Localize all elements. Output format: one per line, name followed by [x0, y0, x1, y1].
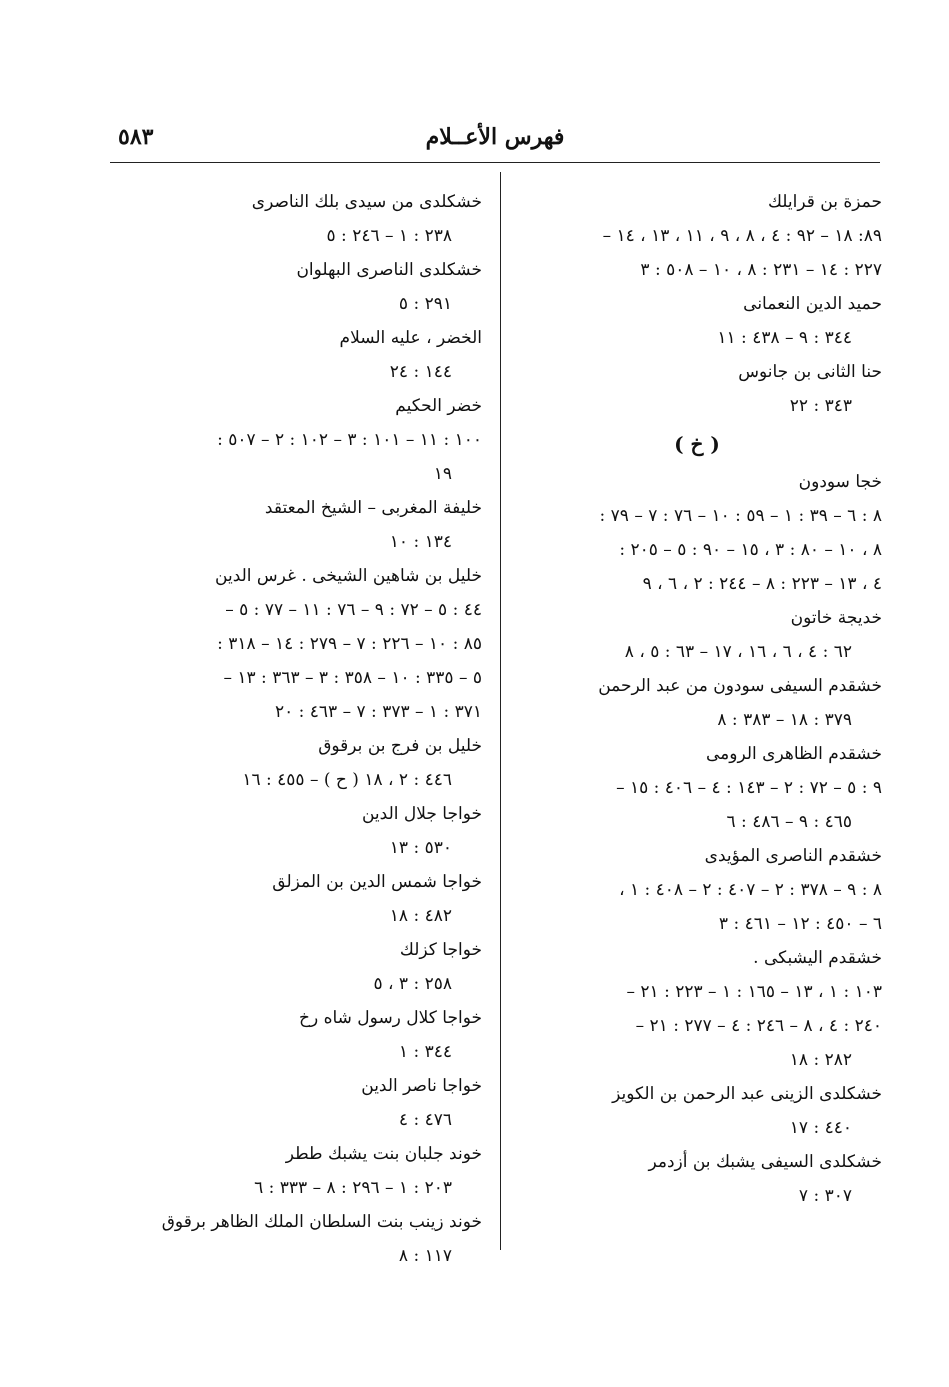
entry-page-refs: ٢٥٨ : ٣ ، ٥ — [373, 974, 452, 994]
index-entry — [512, 185, 882, 287]
entry-page-refs: ٢٤٠ : ٤ ، ٨ – ٢٤٦ : ٤ – ٢٧٧ : ٢١ – — [635, 1016, 882, 1036]
entry-name: خضر الحكيم — [395, 396, 482, 416]
entry-name: خديجة خاتون — [790, 608, 882, 628]
index-entry — [512, 669, 882, 737]
entry-page-refs: ٨٥ : ١٠ – ٢٢٦ : ٧ – ٢٧٩ : ١٤ – ٣١٨ : — [217, 634, 482, 654]
entry-page-refs: ٣٧١ : ١ – ٣٧٣ : ٧ – ٤٦٣ : ٢٠ — [274, 702, 482, 722]
page-title: فهرس الأعــلام — [425, 124, 565, 150]
index-entry — [112, 1069, 482, 1137]
index-entry — [112, 491, 482, 559]
index-entry — [512, 1145, 882, 1213]
entry-page-refs: ١٠٣ : ١ ، ١٣ – ١٦٥ : ١ – ٢٢٣ : ٢١ – — [626, 982, 882, 1002]
index-entry — [112, 253, 482, 321]
entry-page-refs: ٢٠٣ : ١ – ٢٩٦ : ٨ – ٣٣٣ : ٦ — [254, 1178, 452, 1198]
entry-name: الخضر ، عليه السلام — [339, 328, 482, 348]
index-entry — [512, 287, 882, 355]
entry-name: خواجا شمس الدين بن المزلق — [272, 872, 482, 892]
entry-page-refs: ٦٢ : ٤ ، ٦ ، ١٦ ، ١٧ – ٦٣ : ٥ ، ٨ — [624, 642, 852, 662]
entry-page-refs: ٢٩١ : ٥ — [398, 294, 452, 314]
entry-name: خشكلدى السيفى يشبك بن أزدمر — [648, 1152, 882, 1172]
entry-name: خليل بن فرج بن برقوق — [318, 736, 482, 756]
entry-name: خليل بن شاهين الشيخى . غرس الدين — [215, 566, 482, 586]
entry-name: خشكلدى من سيدى بلك الناصرى — [251, 192, 482, 212]
entry-name: خواجا كزلك — [399, 940, 482, 960]
entry-page-refs: ٤ ، ١٣ – ٢٢٣ : ٨ – ٢٤٤ : ٢ ، ٦ ، ٩ — [642, 574, 882, 594]
column-divider — [500, 172, 501, 1250]
entry-page-refs: ٨ : ٦ – ٣٩ : ١ – ٥٩ : ١٠ – ٧٦ : ٧ – ٧٩ : — [599, 506, 882, 526]
left-column — [112, 185, 482, 1273]
entry-page-refs: ٢٨٢ : ١٨ — [789, 1050, 852, 1070]
entry-name: خشقدم السيفى سودون من عبد الرحمن — [598, 676, 882, 696]
right-column — [512, 185, 882, 1213]
index-entry — [112, 185, 482, 253]
entry-page-refs: ٦ – ٤٥٠ : ١٢ – ٤٦١ : ٣ — [718, 914, 882, 934]
entry-name: خوند زينب بنت السلطان الملك الظاهر برقوق — [161, 1212, 482, 1232]
index-entry — [112, 1001, 482, 1069]
entry-name: خواجا ناصر الدين — [361, 1076, 482, 1096]
entry-page-refs: ١٣٤ : ١٠ — [389, 532, 452, 552]
index-entry — [512, 941, 882, 1077]
index-entry — [512, 737, 882, 839]
entry-page-refs: ١٩ — [433, 464, 452, 484]
index-entry — [112, 797, 482, 865]
entry-name: خشقدم الظاهرى الرومى — [706, 744, 882, 764]
entry-name: خشقدم اليشبكى . — [753, 948, 882, 968]
entry-page-refs: ٣٤٣ : ٢٢ — [789, 396, 852, 416]
entry-page-refs: ٤٤٠ : ١٧ — [789, 1118, 852, 1138]
entry-name: حمزة بن قرايلك — [767, 192, 882, 212]
entry-page-refs: ٥ – ٣٣٥ : ١٠ – ٣٥٨ : ٣ – ٣٦٣ : ١٣ – — [223, 668, 482, 688]
index-entry — [112, 389, 482, 491]
entry-page-refs: ٣٤٤ : ٩ – ٤٣٨ : ١١ — [717, 328, 852, 348]
index-entry — [112, 1137, 482, 1205]
index-entry — [112, 933, 482, 1001]
index-entry — [512, 1077, 882, 1145]
entry-page-refs: ٤٤ : ٥ – ٧٢ : ٩ – ٧٦ : ١١ – ٧٧ : ٥ – — [225, 600, 482, 620]
page-number: ٥٨٣ — [118, 124, 154, 150]
index-entry — [112, 559, 482, 729]
section-letter: ( خ ) — [674, 432, 720, 456]
entry-name: خجا سودون — [798, 472, 882, 492]
entry-name: خواجا جلال الدين — [361, 804, 482, 824]
index-entry — [112, 729, 482, 797]
entry-name: خواجا كلال رسول شاه رخ — [298, 1008, 482, 1028]
entry-page-refs: ٤٨٢ : ١٨ — [389, 906, 452, 926]
index-entry — [512, 465, 882, 601]
index-entry — [512, 601, 882, 669]
entry-page-refs: ٨ ، ١٠ – ٨٠ : ٣ ، ١٥ – ٩٠ : ٥ – ٢٠٥ : — [619, 540, 882, 560]
entry-name: خليفة المغربى – الشيخ المعتقد — [264, 498, 482, 518]
index-entry — [512, 355, 882, 423]
index-entry — [112, 321, 482, 389]
entry-page-refs: ٢٢٧ : ١٤ – ٢٣١ : ٨ ، ١٠ – ٥٠٨ : ٣ — [640, 260, 882, 280]
entry-name: خوند جلبان بنت يشبك ططر — [285, 1144, 482, 1164]
entry-page-refs: ٩ : ٥ – ٧٢ : ٢ – ١٤٣ : ٤ – ٤٠٦ : ١٥ – — [616, 778, 882, 798]
entry-page-refs: ١١٧ : ٨ — [398, 1246, 452, 1266]
entry-page-refs: ٣٠٧ : ٧ — [798, 1186, 852, 1206]
entry-name: حنا الثانى بن جانوس — [738, 362, 882, 382]
entry-page-refs: ٤٧٦ : ٤ — [398, 1110, 452, 1130]
entry-page-refs: ٥٣٠ : ١٣ — [389, 838, 452, 858]
index-entry — [112, 865, 482, 933]
entry-name: حميد الدين النعمانى — [743, 294, 882, 314]
entry-page-refs: ٣٧٩ : ١٨ – ٣٨٣ : ٨ — [717, 710, 852, 730]
header-rule — [110, 162, 880, 163]
page-header — [110, 124, 880, 158]
entry-name: خشكلدى الناصرى البهلوان — [296, 260, 482, 280]
index-entry — [112, 1205, 482, 1273]
entry-page-refs: ٤٦٥ : ٩ – ٤٨٦ : ٦ — [726, 812, 852, 832]
entry-page-refs: ٨ : ٩ – ٣٧٨ : ٢ – ٤٠٧ : ٢ – ٤٠٨ : ١ ، — [619, 880, 882, 900]
entry-page-refs: ٢٣٨ : ١ – ٢٤٦ : ٥ — [326, 226, 452, 246]
index-entry — [512, 839, 882, 941]
entry-name: خشقدم الناصرى المؤيدى — [704, 846, 882, 866]
entry-page-refs: ١٤٤ : ٢٤ — [389, 362, 452, 382]
entry-name: خشكلدى الزينى عبد الرحمن بن الكويز — [612, 1084, 882, 1104]
entry-page-refs: ٣٤٤ : ١ — [398, 1042, 452, 1062]
entry-page-refs: ٤٤٦ : ٢ ، ١٨ ( ح ) – ٤٥٥ : ١٦ — [242, 770, 452, 790]
entry-page-refs: ١٠٠ : ١١ – ١٠١ : ٣ – ١٠٢ : ٢ – ٥٠٧ : — [217, 430, 482, 450]
entry-page-refs: ٨٩: ١٨ – ٩٢ : ٤ ، ٨ ، ٩ ، ١١ ، ١٣ ، ١٤ – — [602, 226, 882, 246]
